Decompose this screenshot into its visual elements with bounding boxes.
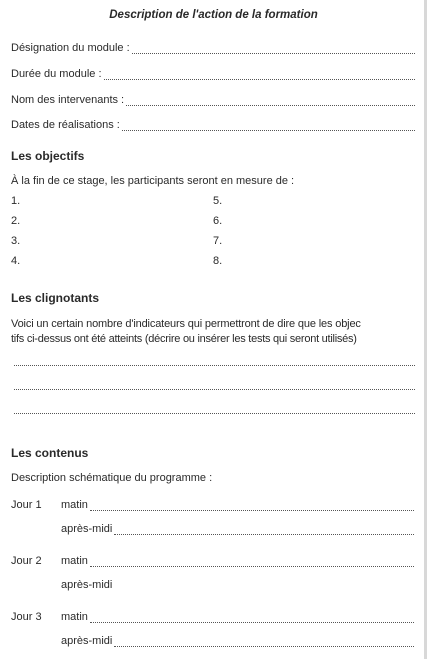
afternoon-line[interactable] [114, 637, 414, 647]
day-2-afternoon-label: après-midi [61, 579, 113, 591]
indicators-answer-line[interactable] [14, 389, 415, 390]
module-duration-field[interactable] [11, 68, 415, 80]
speakers-label: Nom des intervenants : [11, 94, 125, 106]
day-2-morning-field[interactable] [61, 555, 414, 567]
morning-line[interactable] [90, 613, 414, 623]
morning-line[interactable] [90, 501, 414, 511]
objective-item: 8. [213, 255, 223, 267]
objective-item: 5. [213, 195, 223, 207]
speakers-field[interactable] [11, 94, 415, 106]
objective-item: 4. [11, 255, 21, 267]
contents-heading: Les contenus [11, 446, 89, 460]
dates-label: Dates de réalisations : [11, 119, 120, 131]
objective-item: 3. [11, 235, 21, 247]
form-title: Description de l'action de la formation [109, 9, 318, 21]
indicators-text-line-1: Voici un certain nombre d'indicateurs qui permettront de dire que les objec [11, 318, 361, 330]
morning-label: matin [61, 611, 88, 623]
objectives-intro: À la fin de ce stage, les participants seront en mesure de : [11, 175, 295, 187]
objectives-heading: Les objectifs [11, 149, 85, 163]
indicators-heading: Les clignotants [11, 291, 100, 305]
module-duration-label: Durée du module : [11, 68, 102, 80]
dates-line[interactable] [122, 121, 415, 131]
afternoon-label: après-midi [61, 635, 113, 647]
objective-item: 7. [213, 235, 223, 247]
day-label: Jour 1 [11, 499, 42, 511]
day-label: Jour 3 [11, 611, 42, 623]
indicators-answer-line[interactable] [14, 413, 415, 414]
day-1-morning-field[interactable] [61, 499, 414, 511]
speakers-line[interactable] [126, 96, 415, 106]
objective-item: 6. [213, 215, 223, 227]
morning-label: matin [61, 555, 88, 567]
module-duration-line[interactable] [104, 70, 416, 80]
indicators-text-line-2: tifs ci-dessus ont été atteints (décrire ou insérer les tests qui seront utilisés) [11, 333, 357, 345]
morning-label: matin [61, 499, 88, 511]
indicators-answer-line[interactable] [14, 365, 415, 366]
day-3-afternoon-field[interactable] [61, 635, 414, 647]
dates-field[interactable] [11, 119, 415, 131]
module-name-label: Désignation du module : [11, 42, 130, 54]
afternoon-line[interactable] [114, 525, 414, 535]
objective-item: 1. [11, 195, 21, 207]
day-label: Jour 2 [11, 555, 42, 567]
day-1-afternoon-field[interactable] [61, 523, 414, 535]
objective-item: 2. [11, 215, 21, 227]
module-name-field[interactable] [11, 42, 415, 54]
contents-intro: Description schématique du programme : [11, 472, 213, 484]
day-3-morning-field[interactable] [61, 611, 414, 623]
morning-line[interactable] [90, 557, 414, 567]
module-name-line[interactable] [132, 44, 415, 54]
afternoon-label: après-midi [61, 523, 113, 535]
